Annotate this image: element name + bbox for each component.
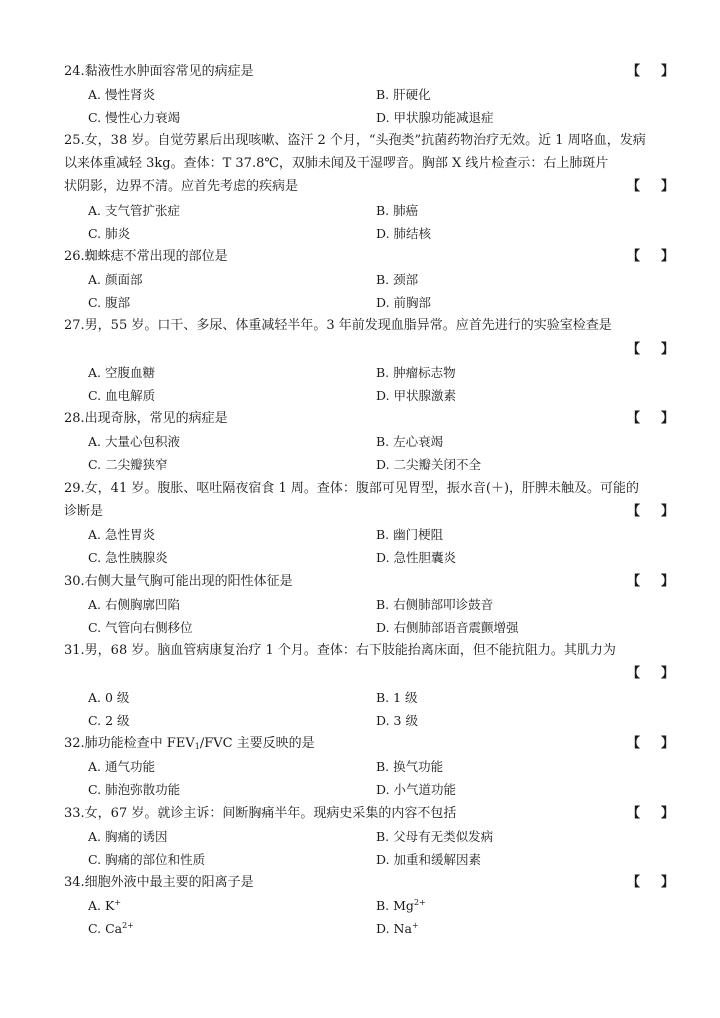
option-25-d[interactable]: D. 肺结核: [376, 226, 432, 241]
bracket-right: 】: [661, 875, 675, 890]
bracket-left: 【: [627, 342, 641, 357]
bracket-right: 】: [661, 806, 675, 821]
option-34-a[interactable]: [88, 897, 121, 915]
option-27-a[interactable]: A. 空腹血糖: [88, 365, 155, 380]
option-30-b[interactable]: B. 右侧肺部叩诊鼓音: [376, 597, 494, 612]
option-27-d[interactable]: D. 甲状腺激素: [376, 388, 457, 403]
option-34-c[interactable]: [88, 920, 134, 938]
question-25-stem-line-1: 25.女，38 岁。自觉劳累后出现咳嗽、盗汗 2 个月，“头孢类”抗菌药物治疗无效。近 1 周咯血，发病: [64, 133, 646, 148]
question-26-stem: 26.蜘蛛痣不常出现的部位是: [64, 249, 228, 264]
option-26-a[interactable]: A. 颜面部: [88, 272, 143, 287]
bracket-left: 【: [627, 666, 641, 681]
option-32-d[interactable]: D. 小气道功能: [376, 782, 457, 797]
bracket-left: 【: [627, 411, 641, 426]
question-25-stem-line-3: 状阴影，边界不清。应首先考虑的疾病是: [64, 179, 299, 194]
option-25-c[interactable]: C. 肺炎: [88, 226, 131, 241]
option-29-d[interactable]: D. 急性胆囊炎: [376, 550, 457, 565]
question-32-stem: [64, 735, 654, 753]
bracket-left: 【: [627, 504, 641, 519]
option-33-c[interactable]: C. 胸痛的部位和性质: [88, 852, 206, 867]
option-31-c[interactable]: C. 2 级: [88, 713, 130, 728]
option-31-b[interactable]: B. 1 级: [376, 690, 418, 705]
option-31-a[interactable]: A. 0 级: [88, 690, 130, 705]
bracket-left: 【: [627, 736, 641, 751]
bracket-left: 【: [627, 875, 641, 890]
question-30-stem: 30.右侧大量气胸可能出现的阳性体征是: [64, 574, 293, 589]
question-29-stem-line-2: 诊断是: [64, 504, 104, 519]
option-27-b[interactable]: B. 肿瘤标志物: [376, 365, 456, 380]
option-24-a[interactable]: A. 慢性肾炎: [88, 87, 155, 102]
option-32-a[interactable]: A. 通气功能: [88, 759, 155, 774]
bracket-left: 【: [627, 574, 641, 589]
bracket-right: 】: [661, 736, 675, 751]
option-27-c[interactable]: C. 血电解质: [88, 388, 156, 403]
option-label: D. Na: [376, 921, 412, 936]
ion-charge: 2+: [413, 898, 426, 907]
option-29-a[interactable]: A. 急性胃炎: [88, 527, 155, 542]
option-label: A. K: [88, 898, 115, 913]
bracket-right: 】: [661, 504, 675, 519]
option-30-c[interactable]: C. 气管向右侧移位: [88, 620, 193, 635]
ion-charge: 2+: [122, 921, 134, 930]
question-25-stem-line-2: 以来体重减轻 3kg。查体：T 37.8℃，双肺未闻及干湿啰音。胸部 X 线片检查示：右上肺斑片: [64, 156, 609, 171]
question-32-stem-after: /FVC 主要反映的是: [199, 736, 315, 751]
question-27-stem: 27.男，55 岁。口干、多尿、体重减轻半年。3 年前发现血脂异常。应首先进行的实验室检查是: [64, 318, 612, 333]
option-32-c[interactable]: C. 肺泡弥散功能: [88, 782, 181, 797]
option-33-b[interactable]: B. 父母有无类似发病: [376, 829, 494, 844]
bracket-right: 】: [661, 249, 675, 264]
option-33-a[interactable]: A. 胸痛的诱因: [88, 829, 168, 844]
option-26-b[interactable]: B. 颈部: [376, 272, 419, 287]
bracket-right: 】: [661, 179, 675, 194]
bracket-left: 【: [627, 179, 641, 194]
bracket-left: 【: [627, 64, 641, 79]
question-31-stem: 31.男，68 岁。脑血管病康复治疗 1 个月。查体：右下肢能抬离床面，但不能抗阻力。其肌力为: [64, 643, 616, 658]
option-32-b[interactable]: B. 换气功能: [376, 759, 444, 774]
fev-subscript: 1: [194, 742, 200, 751]
question-24-stem: 24.黏液性水肿面容常见的病症是: [64, 64, 254, 79]
option-28-b[interactable]: B. 左心衰竭: [376, 434, 444, 449]
bracket-right: 】: [661, 574, 675, 589]
question-29-stem-line-1: 29.女，41 岁。腹胀、呕吐隔夜宿食 1 周。查体：腹部可见胃型，振水音(＋)，肝脾未触及。可能的: [64, 481, 640, 496]
option-28-c[interactable]: C. 二尖瓣狭窄: [88, 457, 168, 472]
option-28-d[interactable]: D. 二尖瓣关闭不全: [376, 457, 482, 472]
bracket-right: 】: [661, 342, 675, 357]
option-34-b[interactable]: [376, 897, 426, 915]
bracket-right: 】: [661, 666, 675, 681]
option-29-c[interactable]: C. 急性胰腺炎: [88, 550, 168, 565]
question-33-stem: 33.女，67 岁。就诊主诉：间断胸痛半年。现病史采集的内容不包括: [64, 806, 457, 821]
option-34-d[interactable]: [376, 920, 419, 938]
ion-charge: +: [411, 921, 419, 930]
bracket-left: 【: [627, 249, 641, 264]
option-24-c[interactable]: C. 慢性心力衰竭: [88, 110, 181, 125]
question-28-stem: 28.出现奇脉，常见的病症是: [64, 411, 228, 426]
option-30-d[interactable]: D. 右侧肺部语音震颤增强: [376, 620, 519, 635]
option-24-b[interactable]: B. 肝硬化: [376, 87, 431, 102]
option-label: C. Ca: [88, 921, 123, 936]
ion-charge: +: [114, 898, 122, 907]
option-label: B. Mg: [376, 898, 414, 913]
question-32-stem-before: 32.肺功能检查中 FEV: [64, 736, 195, 751]
bracket-left: 【: [627, 806, 641, 821]
option-25-b[interactable]: B. 肺癌: [376, 203, 419, 218]
option-30-a[interactable]: A. 右侧胸廓凹陷: [88, 597, 180, 612]
option-28-a[interactable]: A. 大量心包积液: [88, 434, 180, 449]
option-24-d[interactable]: D. 甲状腺功能减退症: [376, 110, 494, 125]
option-25-a[interactable]: A. 支气管扩张症: [88, 203, 180, 218]
option-31-d[interactable]: D. 3 级: [376, 713, 418, 728]
question-34-stem: 34.细胞外液中最主要的阳离子是: [64, 875, 254, 890]
option-26-d[interactable]: D. 前胸部: [376, 295, 432, 310]
option-26-c[interactable]: C. 腹部: [88, 295, 131, 310]
bracket-right: 】: [661, 64, 675, 79]
option-29-b[interactable]: B. 幽门梗阻: [376, 527, 444, 542]
bracket-right: 】: [661, 411, 675, 426]
option-33-d[interactable]: D. 加重和缓解因素: [376, 852, 482, 867]
